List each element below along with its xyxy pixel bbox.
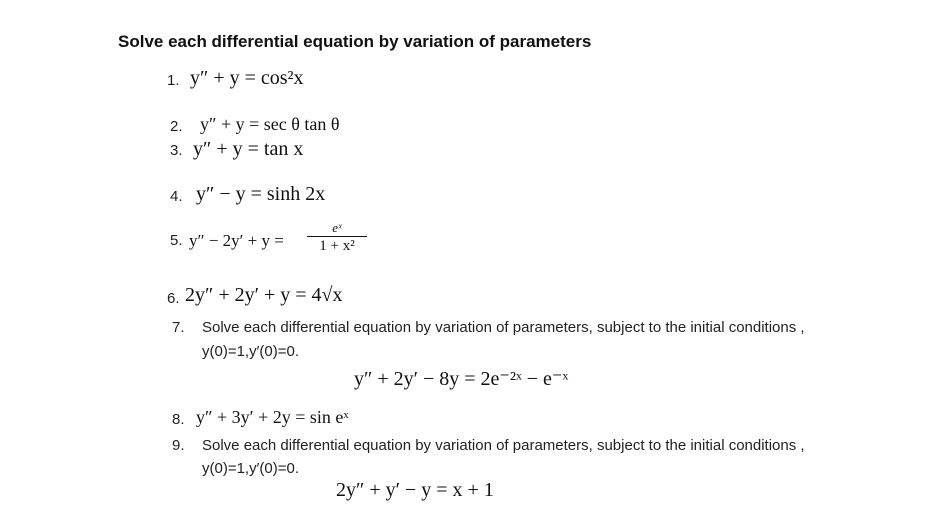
problem-7-number: 7.	[172, 319, 185, 336]
problem-4-equation: y″ − y = sinh 2x	[196, 183, 326, 205]
problem-7-equation: y″ + 2y′ − 8y = 2e⁻²ˣ − e⁻ˣ	[354, 368, 569, 390]
fraction-bar	[307, 236, 367, 237]
fraction-denominator: 1 + x²	[319, 238, 355, 254]
fraction-numerator: eˣ	[332, 220, 342, 235]
problem-9-equation: 2y″ + y′ − y = x + 1	[336, 479, 494, 501]
problem-6-equation: 2y″ + 2y′ + y = 4√x	[185, 284, 343, 306]
problem-9-text-line2: y(0)=1,y′(0)=0.	[202, 460, 300, 477]
problem-7-text-line2: y(0)=1,y′(0)=0.	[202, 343, 300, 360]
problem-9-text-line1: Solve each differential equation by variation of parameters, subject to the initial conditions ,	[202, 437, 805, 454]
problem-5-fraction	[307, 221, 367, 254]
problem-5-number: 5.	[170, 232, 183, 249]
problem-6-number: 6.	[167, 290, 180, 307]
problem-8-number: 8.	[172, 411, 185, 428]
problem-1-number: 1.	[167, 72, 180, 89]
problem-4-number: 4.	[170, 188, 183, 205]
problem-2-number: 2.	[170, 118, 183, 135]
problem-3-equation: y″ + y = tan x	[193, 138, 304, 160]
problem-5-equation: y″ − 2y′ + y =	[189, 231, 284, 250]
problem-9-number: 9.	[172, 437, 185, 454]
problem-3-number: 3.	[170, 142, 183, 159]
problem-1-equation: y″ + y = cos²x	[190, 67, 304, 89]
problem-8-equation: y″ + 3y′ + 2y = sin eˣ	[196, 407, 349, 427]
problem-2-equation: y″ + y = sec θ tan θ	[200, 114, 340, 134]
problem-7-text-line1: Solve each differential equation by variation of parameters, subject to the initial conditions ,	[202, 319, 805, 336]
page-title: Solve each differential equation by variation of parameters	[118, 32, 592, 51]
